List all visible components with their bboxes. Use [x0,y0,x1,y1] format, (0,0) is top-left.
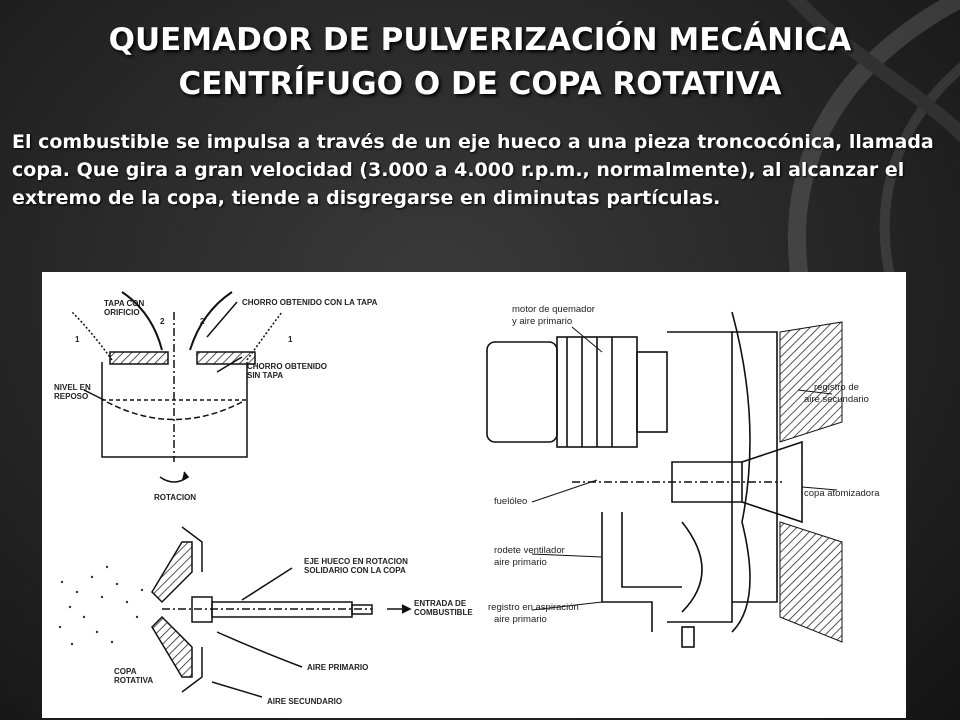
label-nivel-line2: REPOSO [54,392,89,401]
label-entrada-line2: COMBUSTIBLE [414,608,473,617]
label-num-2b: 2 [200,317,205,326]
label-num-2a: 2 [160,317,165,326]
label-chorro-sin-line1: CHORRO OBTENIDO [247,362,327,371]
label-chorro-tapa: CHORRO OBTENIDO CON LA TAPA [242,298,378,307]
label-aire-primario-left: AIRE PRIMARIO [307,663,369,672]
label-registro-line1: registro de [814,382,859,393]
label-copa-line1: COPA [114,667,137,676]
label-motor-line1: motor de quemador [512,304,595,315]
label-tapa-line1: TAPA CON [104,299,145,308]
label-aspiracion-line2: aire primario [494,614,547,625]
slide-body-text: El combustible se impulsa a través de un eje hueco a una pieza troncocónica, llamada copa. Que gira a gran velocidad (3.000 a 4.000 r.p.m., normalmente), al alcanzar el extremo de la copa, tiende a disgregarse en diminutas partículas. [12,131,934,209]
label-num-1a: 1 [75,335,80,344]
burner-diagram [42,272,906,718]
label-registro-line2: aire secundario [804,394,869,405]
label-rodete-line2: aire primario [494,557,547,568]
label-eje-line1: EJE HUECO EN ROTACION [304,557,408,566]
slide-title [0,18,960,106]
title-line-1: QUEMADOR DE PULVERIZACIÓN MECÁNICA [108,22,852,58]
title-line-2: CENTRÍFUGO O DE COPA ROTATIVA [178,66,782,102]
label-chorro-sin-line2: SIN TAPA [247,371,284,380]
label-rotacion: ROTACION [154,493,197,502]
burner-diagram-figure [42,272,906,718]
label-copa-line2: ROTATIVA [114,676,154,685]
label-rodete-line1: rodete ventilador [494,545,565,556]
label-aspiracion-line1: registro en aspiración [488,602,579,613]
label-fueloleo: fuelóleo [494,496,528,507]
label-tapa-line2: ORIFICIO [104,308,140,317]
label-nivel-line1: NIVEL EN [54,383,91,392]
label-eje-line2: SOLIDARIO CON LA COPA [304,566,406,575]
label-copa-atomizadora: copa atomizadora [804,488,880,499]
label-aire-secundario-left: AIRE SECUNDARIO [267,697,343,706]
label-entrada-line1: ENTRADA DE [414,599,467,608]
label-num-1b: 1 [288,335,293,344]
label-motor-line2: y aire primario [512,316,573,327]
